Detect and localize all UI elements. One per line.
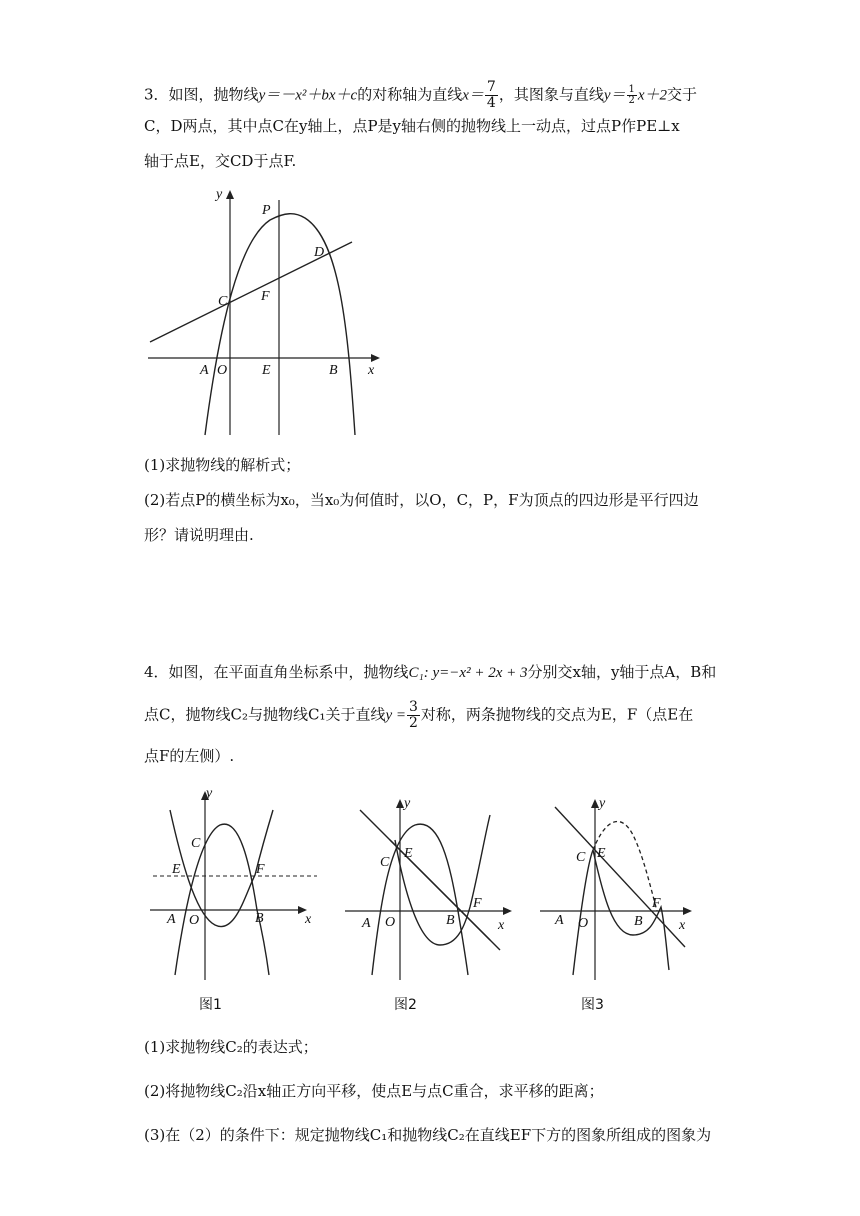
label-a: A [167,912,176,927]
label-x: x [679,918,686,933]
q4-line-3: 点F的左侧）. [144,747,235,765]
q4-text: 分别交x轴，y轴于点A，B和 [527,663,717,681]
label-f: F [473,896,482,911]
label-x: x [498,918,505,933]
label-p: P [262,203,271,218]
q4-line-1 [144,662,716,683]
q4-figure-3 [535,795,705,1020]
label-y: y [206,786,213,801]
x-axis-arrow [503,907,512,915]
q4-text: 点C，抛物线C₂与抛物线C₁关于直线 [144,705,386,724]
label-y: y [216,187,223,202]
label-e: E [262,363,271,378]
dashed-parabola [593,821,657,911]
caption: 图1 [199,997,222,1013]
label-o: O [217,363,228,378]
q3-sub2-b: 形？请说明理由. [144,526,254,544]
q3-line-eq-rest: x＋2 [637,87,668,104]
x-axis-arrow [371,354,380,362]
label-b: B [329,363,338,378]
label-a: A [555,913,564,928]
q3-axis-eq: x＝ [462,87,484,104]
q4-text: 4．如图，在平面直角坐标系中，抛物线 [144,663,409,681]
label-b: B [634,914,643,929]
q3-text: 的对称轴为直线 [357,85,463,104]
label-e: E [404,846,413,861]
q4-parabola-c1: C₁: y=−x² + 2x + 3 [408,665,528,681]
label-e: E [597,846,606,861]
label-o: O [385,915,396,930]
q3-text: 交于 [667,85,698,104]
q4-sub1: (1)求抛物线C₂的表达式； [144,1038,318,1056]
q3-line-1 [144,80,697,111]
label-o: O [189,913,200,928]
caption: 图2 [394,997,417,1013]
denominator: 2 [628,95,635,106]
label-x: x [368,363,375,378]
numerator: 1 [628,84,635,95]
q4-sub2: (2)将抛物线C₂沿x轴正方向平移，使点E与点C重合，求平移的距离； [144,1082,604,1100]
label-e: E [172,862,181,877]
label-b: B [446,913,455,928]
numerator: 7 [486,79,496,95]
label-y: y [404,796,411,811]
label-a: A [362,916,371,931]
q3-figure [140,180,390,440]
label-o: O [578,916,589,931]
q3-parabola-formula: y＝－x²＋bx＋c [258,87,358,104]
q4-figure-2 [340,795,520,1020]
label-d: D [314,245,325,260]
label-c: C [380,855,390,870]
q4-line-2 [144,700,693,731]
label-b: B [255,911,264,926]
label-c: C [218,294,228,309]
parabola-c1 [372,824,468,975]
denominator: 2 [409,715,418,731]
q4-line-eq: y = [385,707,406,724]
fraction-one-half [627,85,637,106]
label-c: C [191,836,201,851]
denominator: 4 [486,95,496,111]
parabola-c1 [175,824,269,975]
label-x: x [305,912,312,927]
q3-line-2: C，D两点，其中点C在y轴上，点P是y轴右侧的抛物线上一动点，过点P作PE⊥x [144,117,680,135]
label-f: F [261,289,270,304]
label-f: F [652,896,661,911]
label-c: C [576,850,586,865]
parabola [205,214,355,435]
y-axis-arrow [226,190,234,199]
parabola-left-branch [573,850,593,975]
line-ef [555,807,685,947]
q3-sub1: (1)求抛物线的解析式； [144,456,301,474]
fraction-seven-fourths [485,80,498,111]
label-f: F [256,862,265,877]
y-axis-arrow [396,799,404,808]
x-axis-arrow [683,907,692,915]
q4-figure-1 [145,785,325,1020]
q3-line-eq: y＝ [603,87,626,104]
caption: 图3 [581,997,604,1013]
q3-line-3: 轴于点E，交CD于点F. [144,152,297,170]
fraction-three-halves [407,700,420,731]
y-axis-arrow [591,799,599,808]
q3-text: ，其图象与直线 [498,85,604,104]
numerator: 3 [409,699,418,715]
q3-text: 如图，抛物线 [168,85,259,104]
label-a: A [200,363,209,378]
question-number: 3． [144,85,169,104]
q3-sub2-a: (2)若点P的横坐标为x₀，当x₀为何值时，以O，C，P，F为顶点的四边形是平行四边 [144,491,699,509]
q4-sub3: (3)在（2）的条件下：规定抛物线C₁和抛物线C₂在直线EF下方的图象所组成的图象为 [144,1126,712,1144]
q4-text: 对称，两条抛物线的交点为E，F（点E在 [420,705,694,724]
label-y: y [599,796,606,811]
